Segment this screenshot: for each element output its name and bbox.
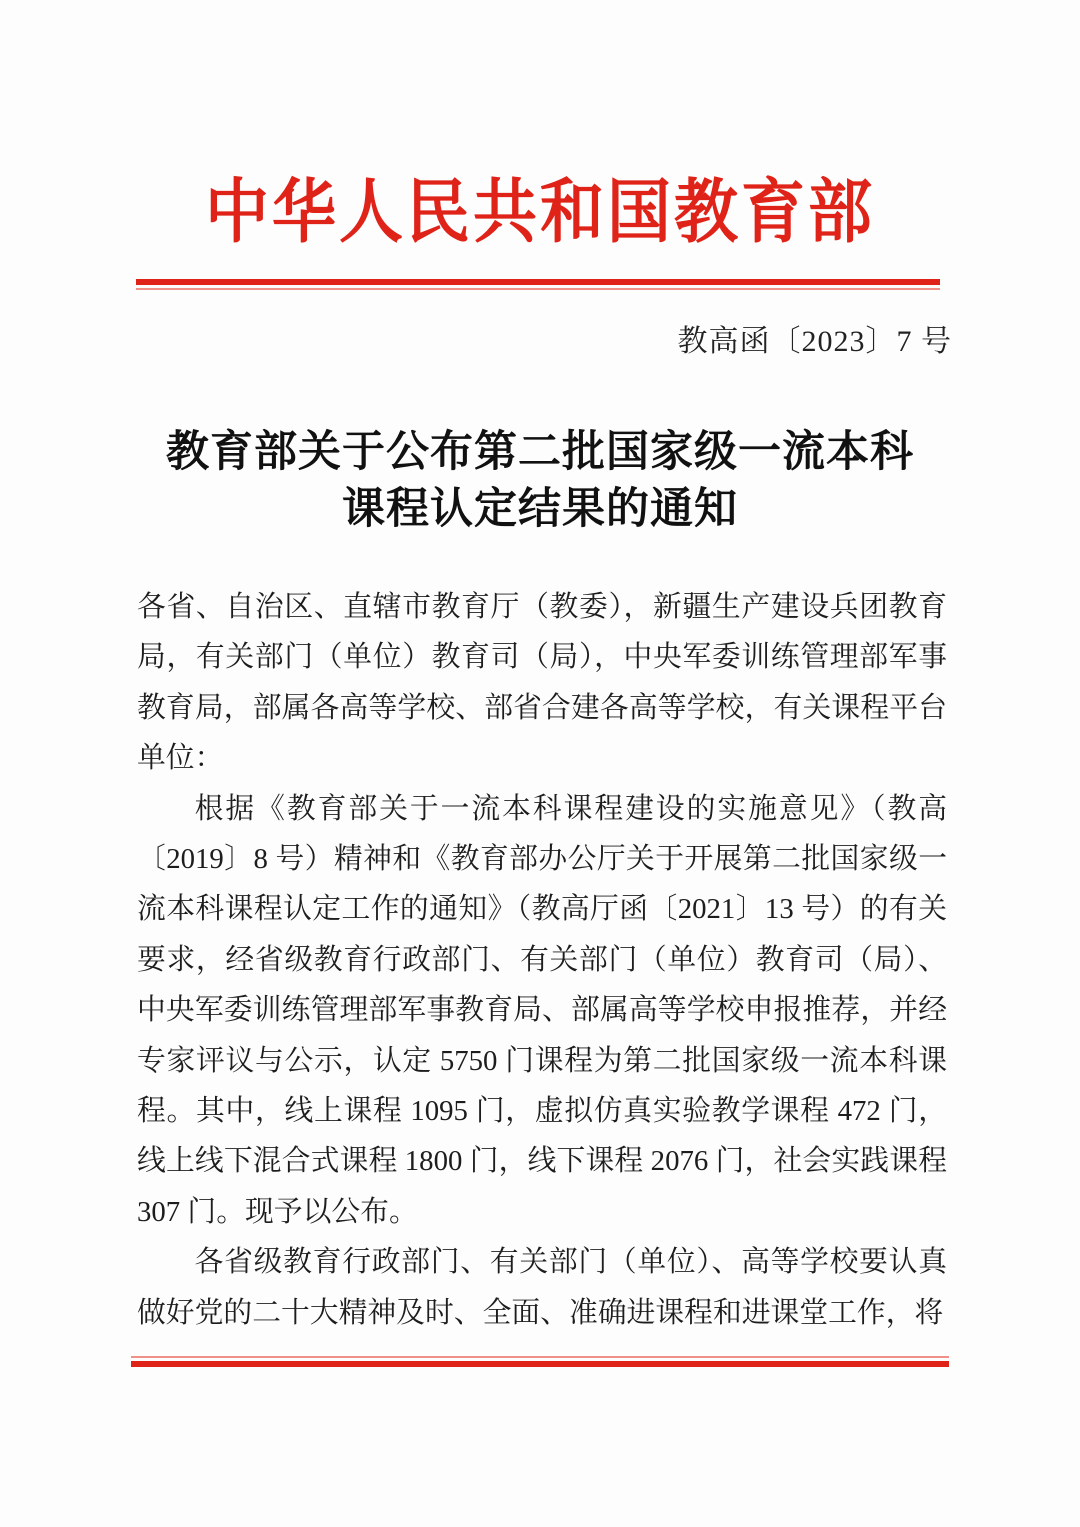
footer-double-rule: [131, 1356, 949, 1367]
header-double-rule: [136, 279, 940, 290]
footer-rule-thick-line: [131, 1361, 949, 1367]
document-title: [100, 424, 980, 538]
salutation-paragraph: 各省、自治区、直辖市教育厅（教委），新疆生产建设兵团教育局，有关部门（单位）教育司（局），中央军委训练管理部军事教育局，部属各高等学校、部省合建各高等学校，有关课程平台单位：: [137, 591, 947, 775]
document-body: [137, 582, 947, 1338]
body-paragraph-announcement: 根据《教育部关于一流本科课程建设的实施意见》（教高〔2019〕8 号）精神和《教育部办公厅关于开展第二批国家级一流本科课程认定工作的通知》（教高厅函〔2021〕13 号）的有关要求，经省级教育行政部门、有关部门（单位）教育司（局）、中央军委训练管理部军事教育局、部属高等学校申报推荐，并经专家评议与公示，认定 5750 门课程为第二批国家级一流本科课程。其中，线上课程 1095 门，虚拟仿真实验教学课程 472 门，线上线下混合式课程 1800 门，线下课程 2076 门，社会实践课程 307 门。现予以公布。: [137, 792, 947, 1228]
masthead-agency-title: 中华人民共和国教育部: [205, 173, 875, 251]
body-paragraph-requirements: 各省级教育行政部门、有关部门（单位）、高等学校要认真做好党的二十大精神及时、全面、准确进课程和进课堂工作，将: [137, 1246, 947, 1329]
document-number: 教高函〔2023〕7 号: [677, 325, 952, 358]
document-title-line-1: 教育部关于公布第二批国家级一流本科: [166, 429, 914, 476]
document-title-line-2: 课程认定结果的通知: [342, 486, 738, 533]
header-rule-thin-line: [136, 288, 940, 290]
